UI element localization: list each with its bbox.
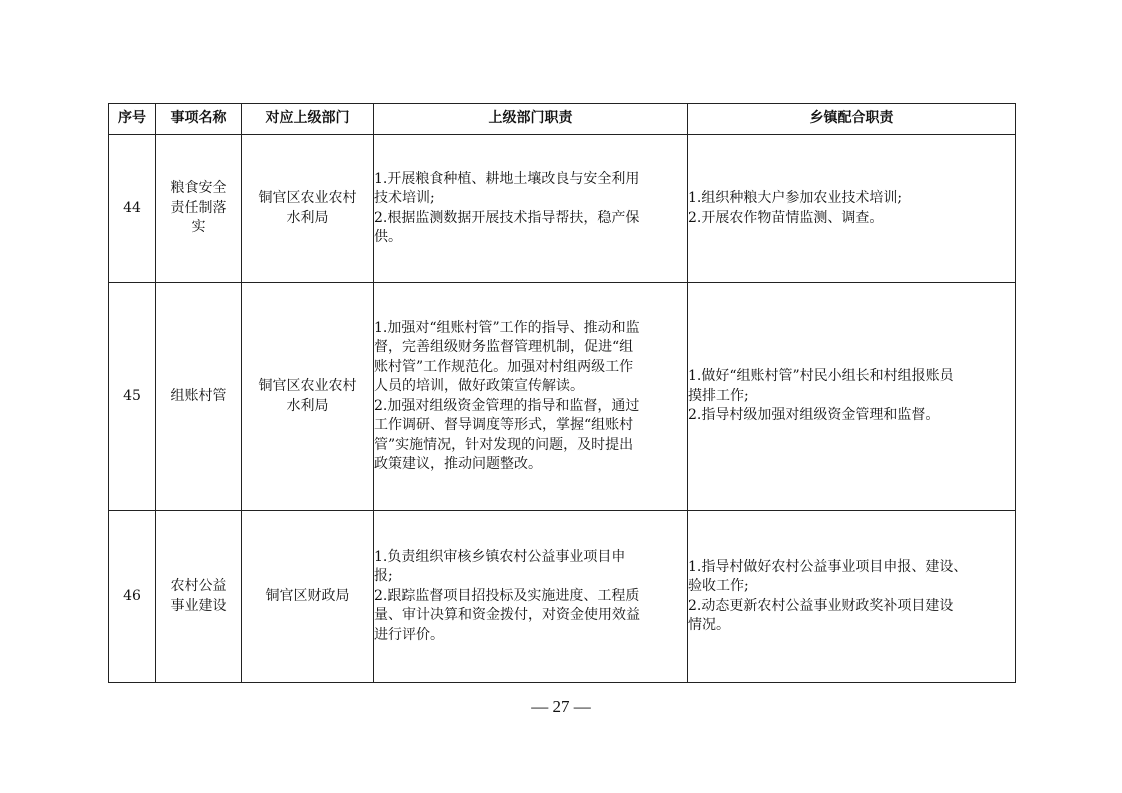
upper-duties-line: 1.加强对“组账村管”工作的指导、推动和监 [374,319,640,336]
table-row [109,135,1016,283]
item-name-line: 责任制落 [170,199,227,216]
department-line: 水利局 [286,397,329,414]
upper-duties-line: 工作调研、督导调度等形式，掌握“组账村 [374,417,634,433]
town-duties-line: 2.开展农作物苗情监测、调查。 [688,209,884,226]
item-name-line: 农村公益 [170,578,227,594]
item-name-line: 事业建设 [170,597,227,614]
row-number: 46 [109,511,156,683]
page-number: — 27 — [531,697,591,716]
upper-duties-line: 政策建议，推动问题整改。 [374,456,542,472]
header-upper-duties: 上级部门职责 [374,104,688,135]
upper-duties-line: 量、审计决算和资金拨付，对资金使用效益 [374,607,640,624]
item-name-cell [156,135,242,283]
item-name-cell [156,283,242,511]
town-duties-line: 1.指导村做好农村公益事业项目申报、建设、 [688,558,968,575]
item-name-line: 粮食安全 [170,180,227,197]
header-upper-department: 对应上级部门 [242,104,374,135]
table-row [109,283,1016,511]
upper-duties-line: 人员的培训，做好政策宣传解读。 [374,378,584,394]
header-number: 序号 [109,104,156,135]
town-duties-line: 1.做好“组账村管”村民小组长和村组报账员 [688,368,954,385]
header-town-duties: 乡镇配合职责 [688,104,1016,135]
upper-duties-line: 2.根据监测数据开展技术指导帮扶，稳产保 [374,209,640,226]
town-duties-line: 2.动态更新农村公益事业财政奖补项目建设 [688,597,954,614]
item-name-line: 实 [191,219,206,236]
town-duties-line: 情况。 [688,617,730,633]
upper-duties-line: 进行评价。 [374,626,444,643]
department-line: 水利局 [286,209,329,226]
department-line: 铜官区农业农村 [258,378,357,394]
upper-duties-line: 账村管”工作规范化。加强对村组两级工作 [374,358,634,375]
item-name-cell [156,511,242,683]
upper-duties-cell [374,511,688,683]
upper-duties-cell [374,283,688,511]
item-name-line: 组账村管 [170,387,227,404]
department-line: 铜官区农业农村 [258,190,357,206]
upper-duties-cell [374,135,688,283]
department-cell [242,283,374,511]
upper-duties-line: 1.开展粮食种植、耕地土壤改良与安全利用 [374,170,640,187]
department-line: 铜官区财政局 [265,587,350,604]
row-number: 45 [109,283,156,511]
upper-duties-line: 2.跟踪监督项目招投标及实施进度、工程质 [374,587,640,604]
upper-duties-line: 管”实施情况，针对发现的问题，及时提出 [374,436,634,453]
upper-duties-line: 供。 [374,229,402,245]
row-number: 44 [109,135,156,283]
town-duties-cell [688,283,1016,511]
upper-duties-line: 2.加强对组级资金管理的指导和监督，通过 [374,397,640,414]
duties-table [108,103,1016,683]
upper-duties-line: 1.负责组织审核乡镇农村公益事业项目申 [374,548,626,565]
town-duties-cell [688,511,1016,683]
town-duties-line: 1.组织种粮大户参加农业技术培训; [688,190,903,206]
upper-duties-line: 技术培训; [374,190,435,206]
table-row [109,511,1016,683]
town-duties-line: 验收工作; [688,578,749,594]
town-duties-line: 2.指导村级加强对组级资金管理和监督。 [688,407,940,424]
table-header-row [109,104,1016,135]
department-cell [242,135,374,283]
upper-duties-line: 报; [374,568,393,585]
upper-duties-line: 督，完善组级财务监督管理机制，促进“组 [374,339,634,355]
town-duties-line: 摸排工作; [688,387,749,404]
header-item-name: 事项名称 [156,104,242,135]
department-cell [242,511,374,683]
town-duties-cell [688,135,1016,283]
